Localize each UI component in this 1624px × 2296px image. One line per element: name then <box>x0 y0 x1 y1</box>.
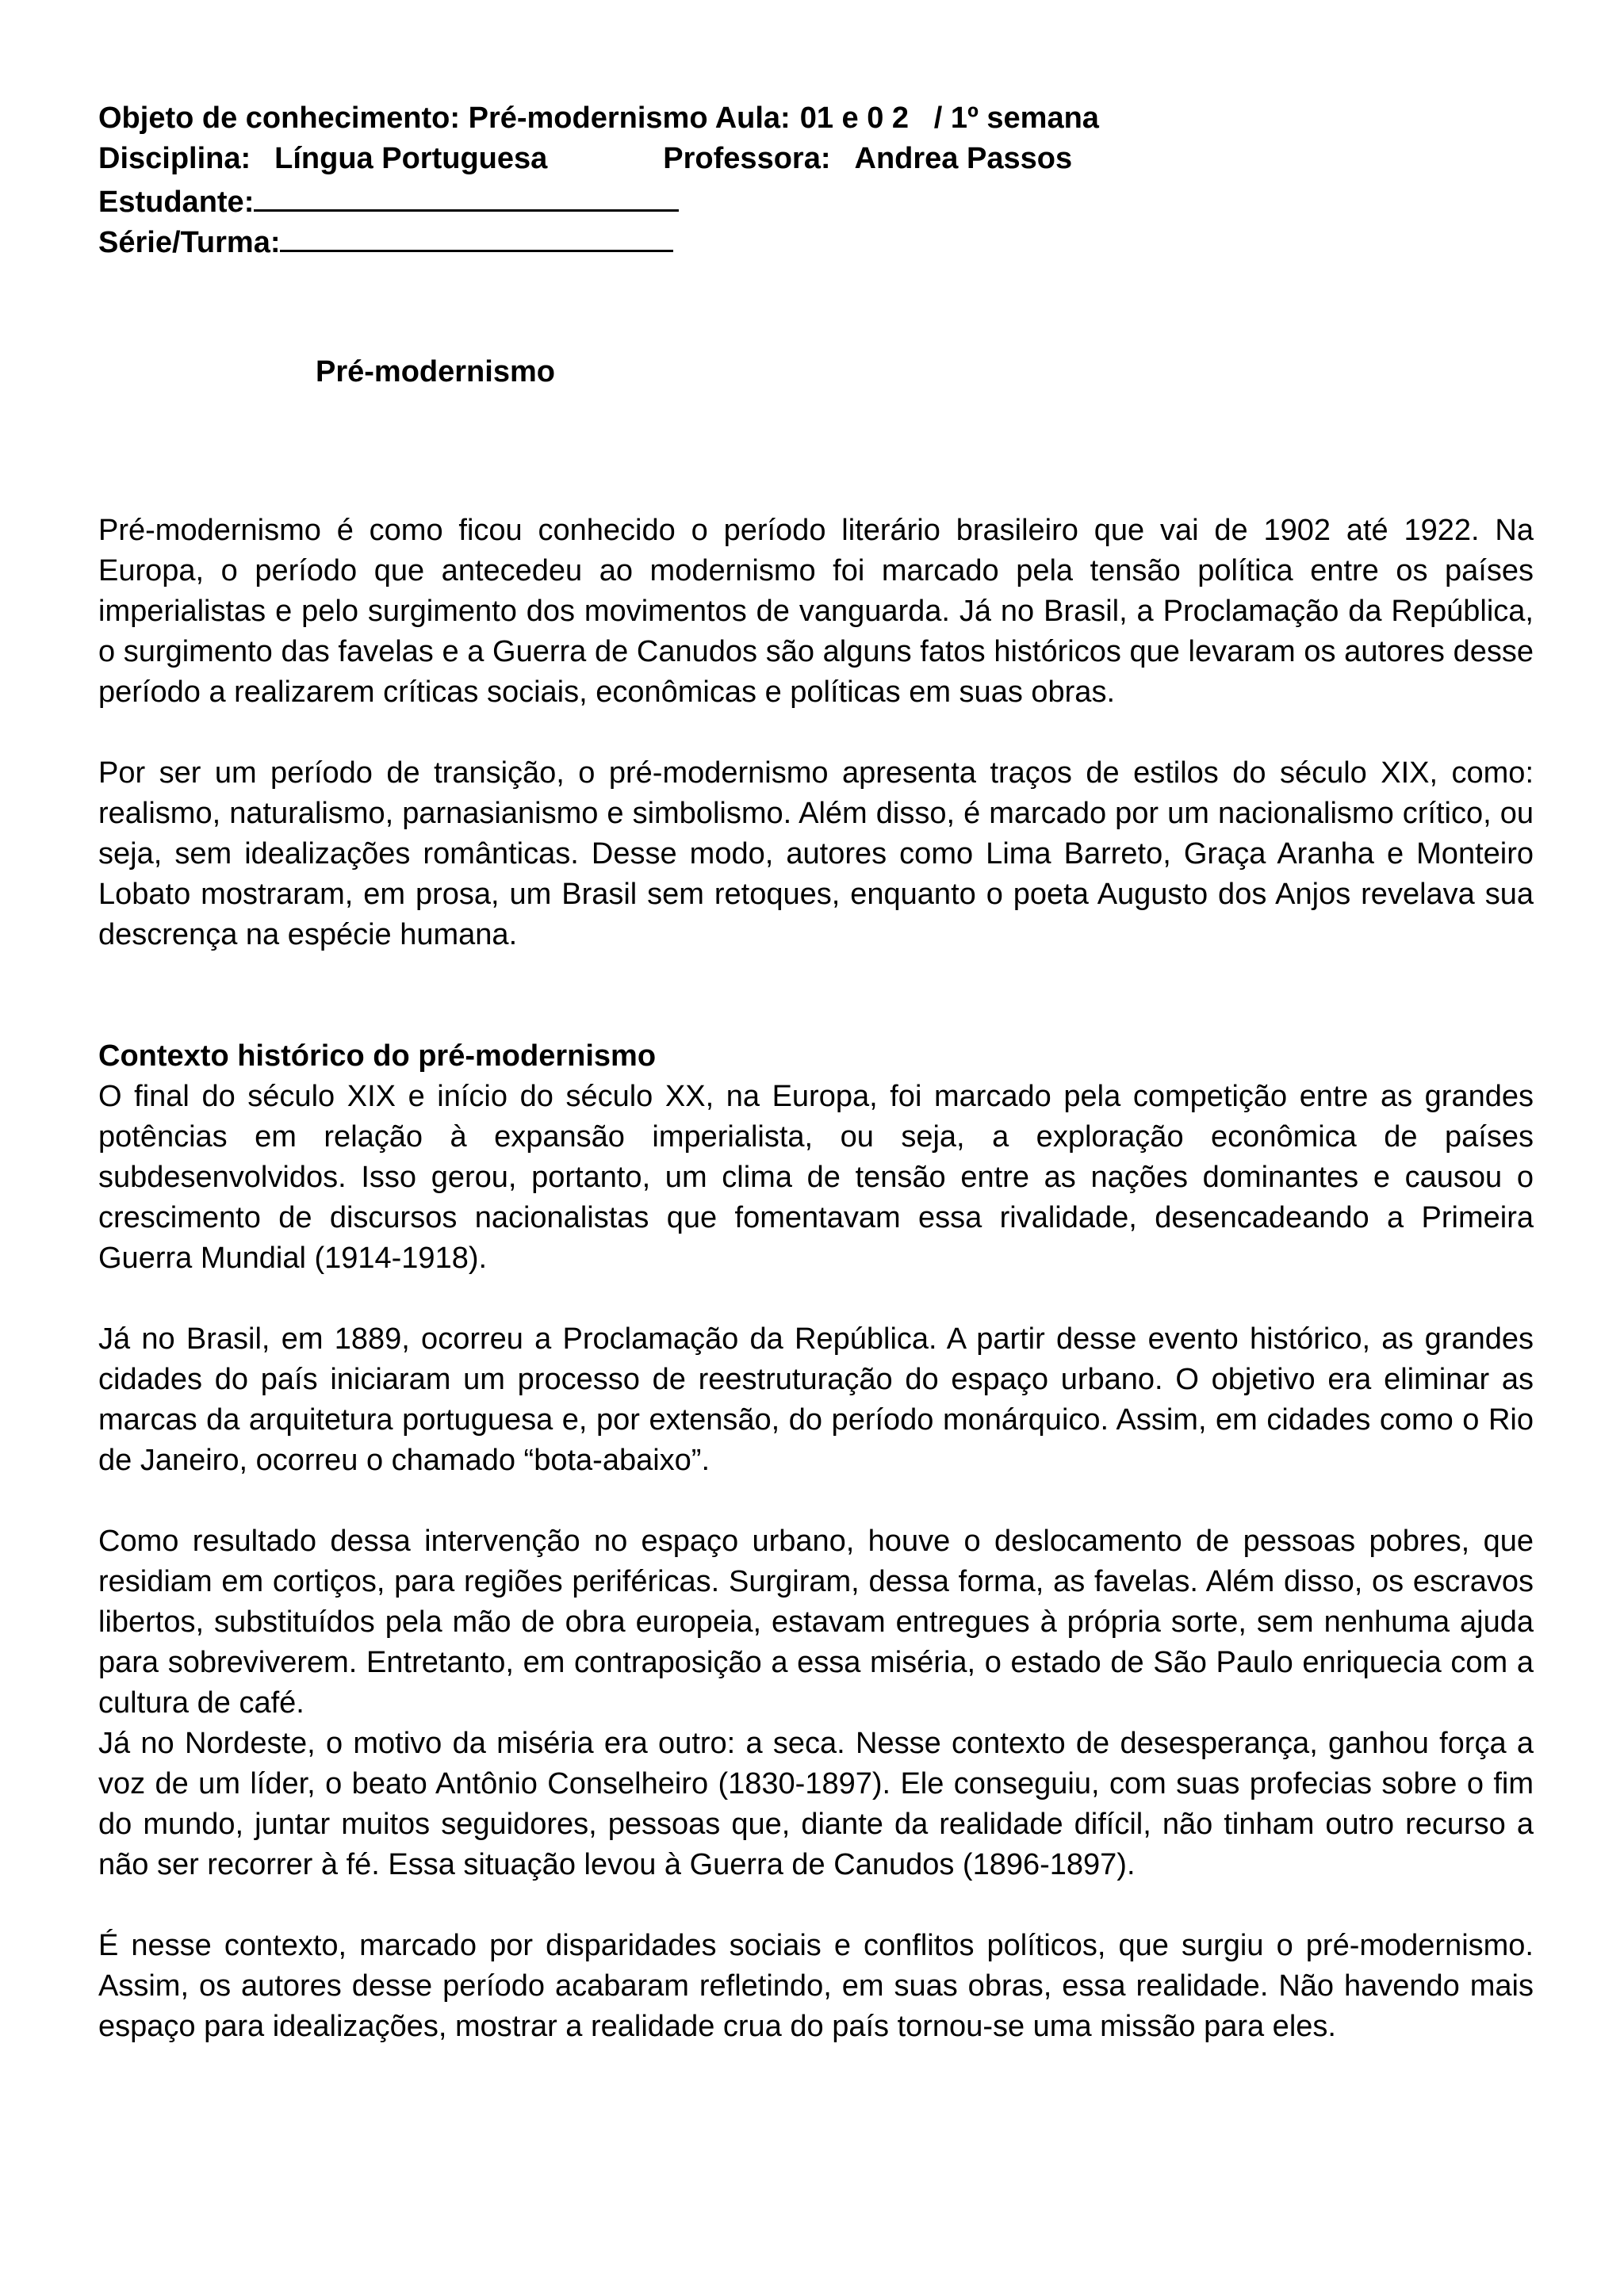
estudante-blank-field[interactable] <box>254 179 679 212</box>
professora-value: Andrea Passos <box>854 142 1073 175</box>
objeto-line <box>98 98 1526 139</box>
estudante-label: Estudante: <box>98 186 255 219</box>
paragraph-nordeste: Já no Nordeste, o motivo da miséria era outro: a seca. Nesse contexto de desesperança, ganhou força a voz de um líder, o beato Antônio Conselheiro (1830-1897). Ele conseguiu, com suas profecias sobre o fim do mundo, juntar muitos seguidores, pessoas que, diante da realidade difícil, não tinham outro recurso a não ser recorrer à fé. Essa situação levou à Guerra de Canudos (1896-1897). <box>98 1727 1534 1881</box>
serie-blank-field[interactable] <box>280 220 673 252</box>
objeto-label: Objeto de conhecimento: Pré-modernismo Aula: <box>98 101 791 135</box>
serie-line <box>98 220 1526 260</box>
paragraph-transicao: Por ser um período de transição, o pré-modernismo apresenta traços de estilos do século XIX, como: realismo, naturalismo, parnasianismo e simbolismo. Além disso, é marcado por um nacionalismo crítico, ou seja, sem idealizações românticas. Desse modo, autores como Lima Barreto, Graça Aranha e Monteiro Lobato mostraram, em prosa, um Brasil sem retoques, enquanto o poeta Augusto dos Anjos revelava sua descrença na espécie humana. <box>98 756 1534 951</box>
paragraph-europa: O final do século XIX e início do século XX, na Europa, foi marcado pela competição entre as grandes potências em relação à expansão imperialista, ou seja, a exploração econômica de países subdesenvolvidos. Isso gerou, portanto, um clima de tensão entre as nações dominantes e causou o crescimento de discursos nacionalistas que fomentavam essa rivalidade, desencadeando a Primeira Guerra Mundial (1914-1918). <box>98 1080 1534 1275</box>
paragraph-favelas: Como resultado dessa intervenção no espaço urbano, houve o deslocamento de pessoas pobres, que residiam em cortiços, para regiões periféricas. Surgiram, dessa forma, as favelas. Além disso, os escravos libertos, substituídos pela mão de obra europeia, estavam entregues à própria sorte, sem nenhuma ajuda para sobreviverem. Entretanto, em contraposição a essa miséria, o estado de São Paulo enriquecia com a cultura de café. <box>98 1525 1534 1720</box>
paragraph-conclusao: É nesse contexto, marcado por disparidades sociais e conflitos políticos, que surgiu o pré-modernismo. Assim, os autores desse período acabaram refletindo, em suas obras, essa realidade. Não havendo mais espaço para idealizações, mostrar a realidade crua do país tornou-se uma missão para eles. <box>98 1929 1534 2043</box>
serie-label: Série/Turma: <box>98 226 281 259</box>
document-header <box>98 98 1526 260</box>
estudante-line <box>98 179 1526 220</box>
paragraph-intro: Pré-modernismo é como ficou conhecido o período literário brasileiro que vai de 1902 até 1922. Na Europa, o período que antecedeu ao modernismo foi marcado pela tensão política entre os países imperialistas e pelo surgimento dos movimentos de vanguarda. Já no Brasil, a Proclamação da República, o surgimento das favelas e a Guerra de Canudos são alguns fatos históricos que levaram os autores desse período a realizarem críticas sociais, econômicas e políticas em suas obras. <box>98 514 1534 709</box>
paragraph-brasil: Já no Brasil, em 1889, ocorreu a Proclamação da República. A partir desse evento histórico, as grandes cidades do país iniciaram um processo de reestruturação do espaço urbano. O objetivo era eliminar as marcas da arquitetura portuguesa e, por extensão, do período monárquico. Assim, em cidades como o Rio de Janeiro, ocorreu o chamado “bota-abaixo”. <box>98 1322 1534 1477</box>
disciplina-line <box>98 139 1526 179</box>
document-title: Pré-modernismo <box>316 355 555 388</box>
document-body <box>98 511 1534 2047</box>
section-title: Contexto histórico do pré-modernismo <box>98 1039 657 1073</box>
professora-label: Professora: <box>663 142 831 175</box>
disciplina-value: Língua Portuguesa <box>274 142 548 175</box>
disciplina-label: Disciplina: <box>98 142 251 175</box>
aula-value: 01 e 0 2 / 1º semana <box>799 101 1099 135</box>
